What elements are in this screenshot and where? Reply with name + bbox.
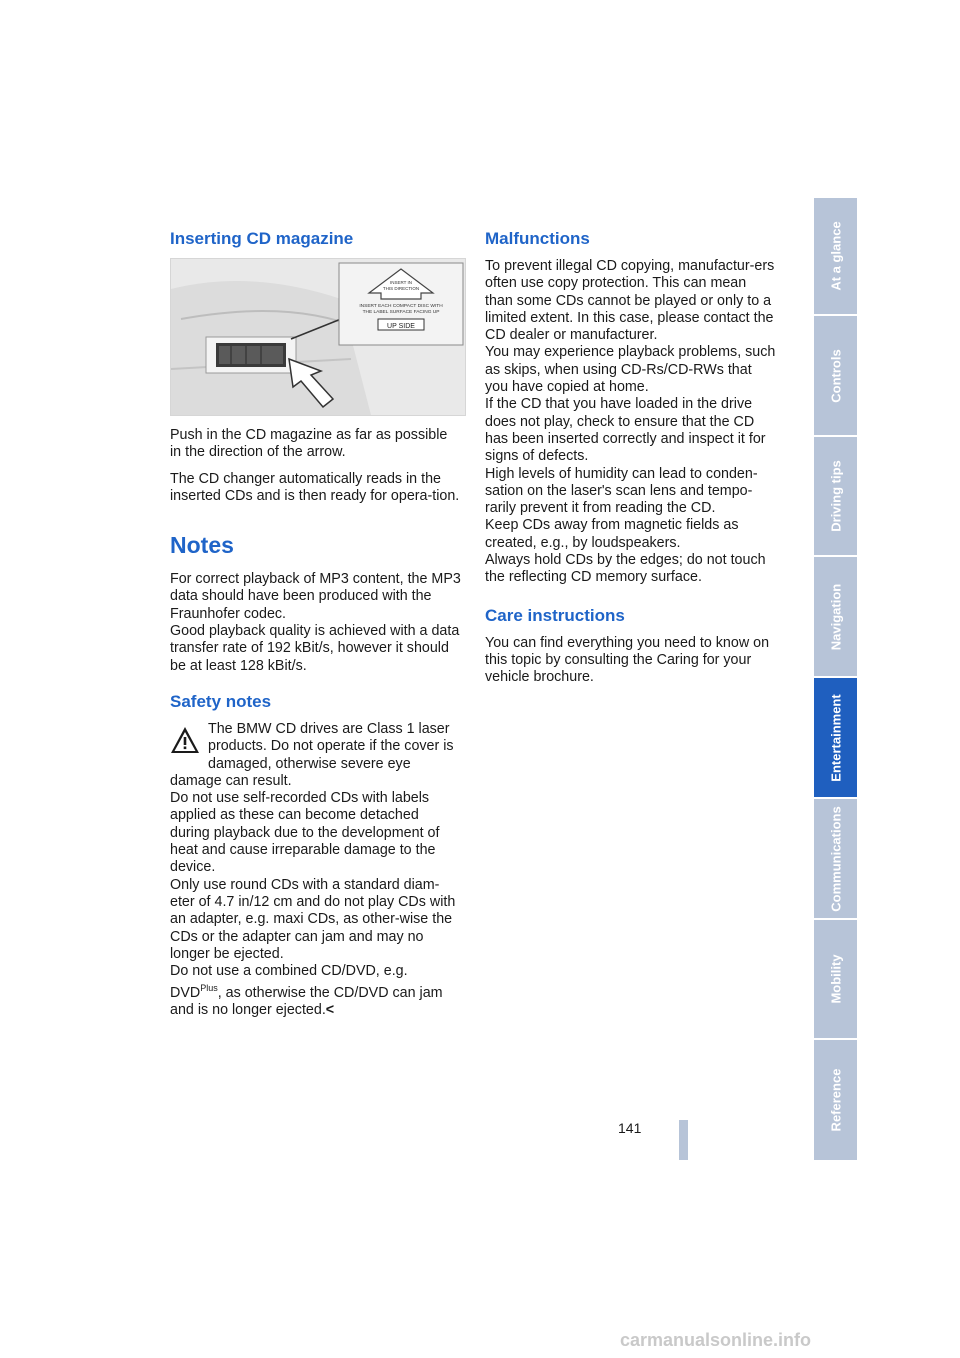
safety-text-1: The BMW CD drives are Class 1 laser products. Do not operate if the cover is damaged, otherwise severe eye damage can result. [170, 720, 454, 789]
right-column [485, 228, 777, 696]
malfunction-text-2: You may experience playback problems, such as skips, when using CD-Rs/CD-RWs that you have copied at home. [485, 344, 776, 396]
cd-magazine-illustration [170, 258, 466, 416]
safety-text-3: Only use round CDs with a standard diam-eter of 4.7 in/12 cm and do not play CDs with an adapter, e.g. maxi CDs, as other-wise the CDs or the adapter can jam and may no longer be ejected. [170, 876, 456, 962]
safety-text-4b: , as otherwise the CD/DVD can jam and is no longer ejected. [170, 985, 443, 1019]
left-column [170, 228, 462, 1020]
care-paragraph: You can find everything you need to know on this topic by consulting the Caring for your vehicle brochure. [485, 634, 770, 686]
tab-label: Mobility [828, 954, 843, 1004]
tab-label: Communications [828, 805, 843, 912]
tab-at-a-glance[interactable] [814, 198, 857, 316]
malfunction-text-1: To prevent illegal CD copying, manufactur-ers often use copy protection. This can mean than some CDs cannot be played or only to a limited extent. In this case, please contact the CD dealer or manufacturer. [485, 258, 775, 344]
plus-superscript: Plus [200, 983, 218, 994]
arrow-line2: THIS DIRECTION [382, 286, 420, 291]
malfunction-text-5: Keep CDs away from magnetic fields as created, e.g., by loudspeakers. [485, 517, 739, 551]
malfunction-text-4: High levels of humidity can lead to conden-sation on the laser's scan lens and tempo-rarily prevent it from reading the CD. [485, 465, 758, 517]
page-number: 141 [618, 1120, 642, 1136]
upside-label: UP SIDE [387, 323, 415, 330]
changer-paragraph: The CD changer automatically reads in the inserted CDs and is then ready for opera-tion. [170, 470, 460, 504]
tab-label: Reference [828, 1068, 843, 1132]
tab-label: Entertainment [828, 693, 843, 782]
tab-mobility[interactable] [814, 920, 857, 1040]
page-number-bar [679, 1120, 688, 1160]
tab-entertainment[interactable] [814, 678, 857, 799]
mp3-paragraph-1: For correct playback of MP3 content, the MP3 data should have been produced with the Fraunhofer codec. [170, 571, 461, 622]
tab-label: Navigation [828, 583, 843, 650]
tab-reference[interactable] [814, 1040, 857, 1160]
heading-malfunctions: Malfunctions [485, 229, 590, 248]
heading-inserting-cd-magazine: Inserting CD magazine [170, 229, 354, 248]
chapter-tabs [814, 198, 857, 1160]
watermark: carmanualsonline.info [620, 1330, 812, 1350]
tab-controls[interactable] [814, 316, 857, 437]
arrow-line1: INSERT IN [389, 280, 413, 285]
warning-triangle-icon [170, 725, 200, 755]
tab-label: Driving tips [828, 460, 843, 532]
malfunction-text-3: If the CD that you have loaded in the drive does not play, check to ensure that the CD has been inserted correctly and inspect it for signs of defects. [485, 396, 766, 465]
heading-safety-notes: Safety notes [170, 691, 272, 711]
push-paragraph: Push in the CD magazine as far as possible in the direction of the arrow. [170, 427, 448, 461]
tab-navigation[interactable] [814, 557, 857, 678]
safety-text-2: Do not use self-recorded CDs with labels applied as these can become detached during playback due to the development of heat and cause irreparable damage to the device. [170, 790, 440, 876]
mp3-paragraph-2: Good playback quality is achieved with a data transfer rate of 192 kBit/s, however it should be at least 128 kBit/s. [170, 623, 460, 674]
cd-magazine-drawing [171, 259, 465, 415]
tab-driving-tips[interactable] [814, 437, 857, 557]
end-marker: < [325, 1002, 335, 1019]
heading-notes: Notes [170, 532, 234, 559]
tab-label: Controls [828, 348, 843, 403]
safety-text-4a: Do not use a combined CD/DVD, e.g. DVD [170, 963, 408, 1002]
safety-text-4 [170, 963, 462, 1020]
tab-label: At a glance [828, 221, 843, 291]
tab-communications[interactable] [814, 799, 857, 920]
safety-warning-block [170, 721, 462, 1020]
malfunction-text-6: Always hold CDs by the edges; do not touch the reflecting CD memory surface. [485, 552, 766, 586]
insert-text-1: INSERT EACH COMPACT DISC WITH [359, 304, 443, 309]
insert-text-2: THE LABEL SURFACE FACING UP [362, 310, 440, 315]
heading-care-instructions: Care instructions [485, 605, 625, 625]
